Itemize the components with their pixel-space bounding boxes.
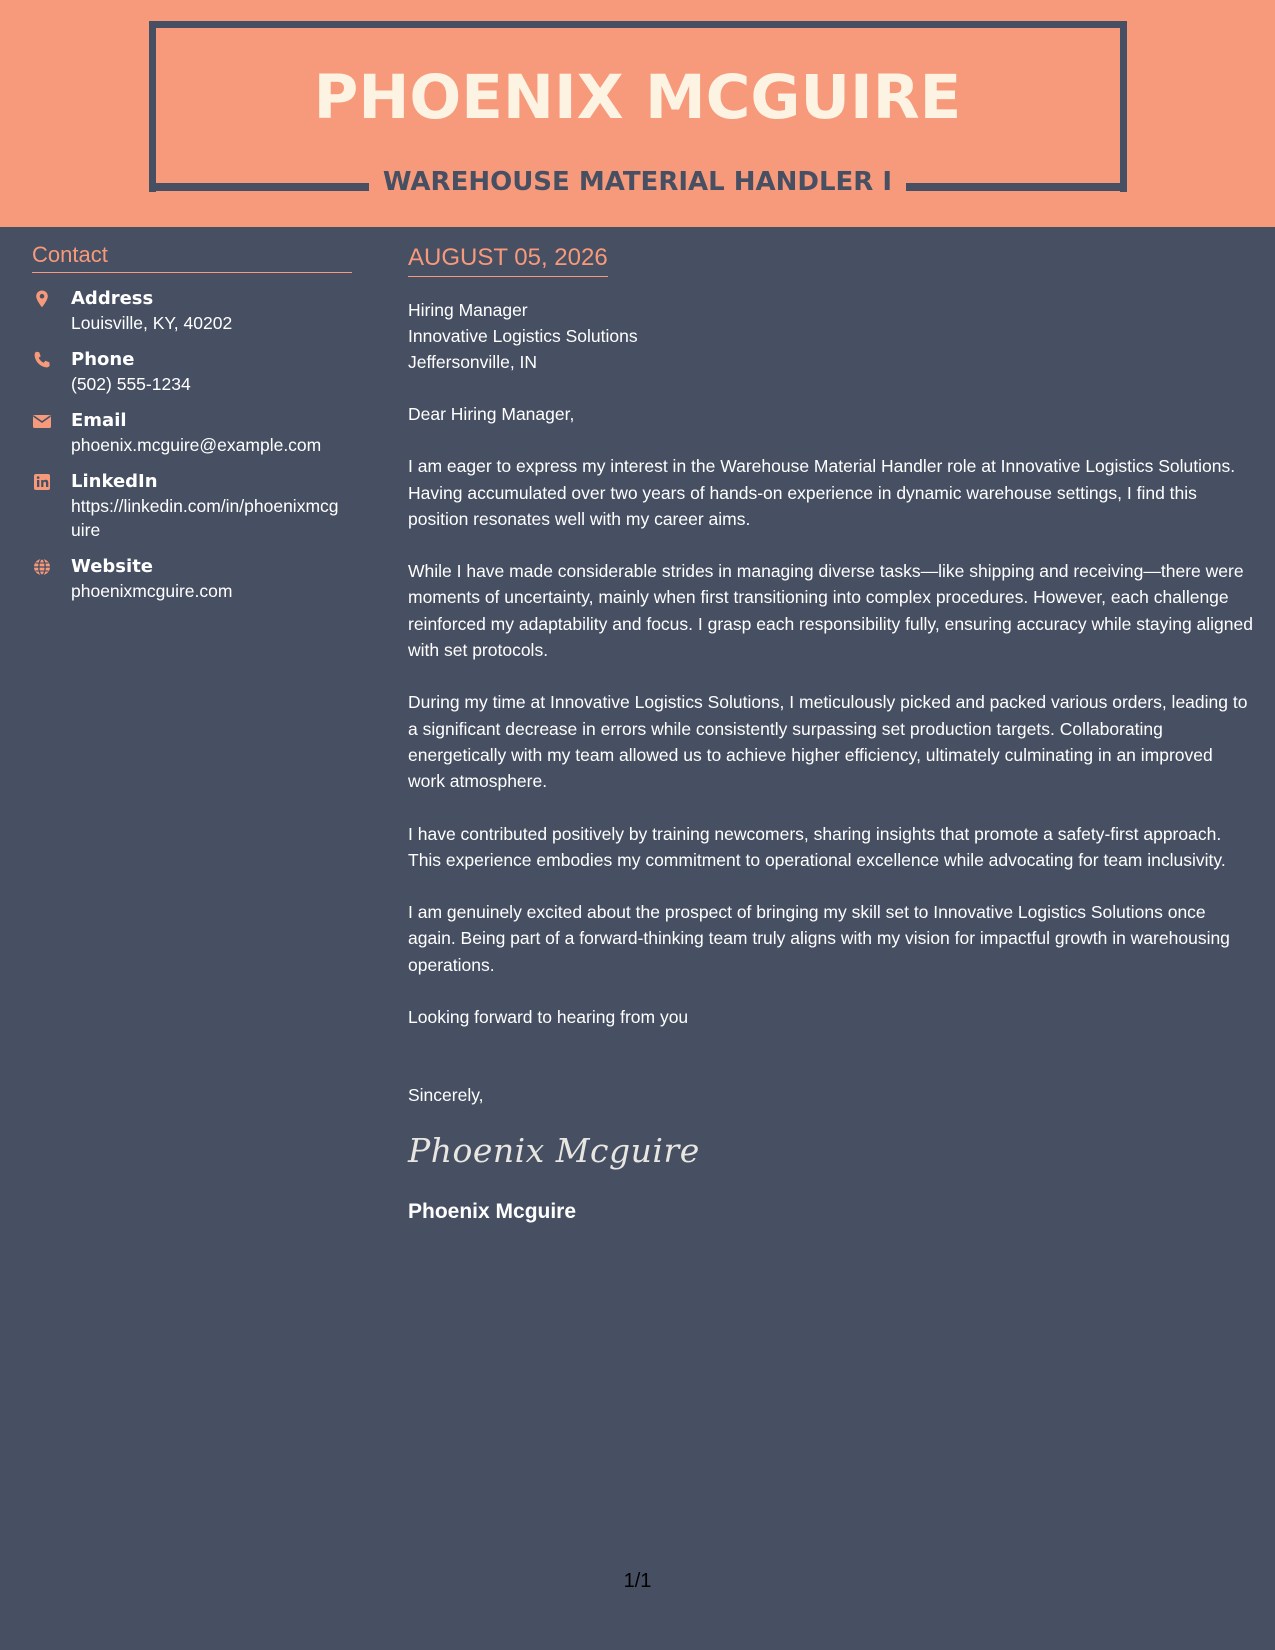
contact-website (32, 555, 352, 603)
contact-value: (502) 555-1234 (71, 374, 191, 394)
contact-label: Phone (71, 349, 135, 370)
closing-line: Looking forward to hearing from you (408, 1007, 689, 1028)
map-pin-icon (32, 289, 52, 309)
contact-value[interactable] (71, 433, 352, 457)
job-title: WAREHOUSE MATERIAL HANDLER I (382, 167, 893, 197)
signer-name: Phoenix Mcguire (408, 1199, 577, 1223)
contact-label: Website (71, 556, 154, 577)
website-link[interactable]: phoenixmcguire.com (71, 581, 233, 601)
recipient-location: Jeffersonville, IN (408, 352, 538, 372)
linkedin-link[interactable]: https://linkedin.com/in/phoenixmcguire (71, 496, 339, 540)
body-paragraph: While I have made considerable strides in managing diverse tasks—like shipping and receiving—there were moments of uncertainty, mainly when first transitioning into complex procedures. However, each challenge reinforced my adaptability and focus. I grasp each responsibility fully, ensuring accuracy while staying aligned with set protocols. (408, 561, 1253, 661)
contact-value[interactable] (71, 579, 352, 603)
handwritten-signature: Phoenix Mcguire (408, 1130, 700, 1170)
header-banner (0, 0, 1275, 227)
contact-label: LinkedIn (71, 471, 158, 492)
contact-label: Email (71, 410, 127, 431)
contact-linkedin (32, 470, 352, 542)
applicant-name: PHOENIX MCGUIRE (313, 62, 962, 133)
contact-sidebar (32, 242, 352, 616)
body-paragraph: I am eager to express my interest in the Warehouse Material Handler role at Innovative Logistics Solutions. Having accumulated over two years of hands-on experience in dynamic warehouse settings, I find this position resonates well with my career aims. (408, 456, 1236, 529)
recipient-block (408, 297, 1253, 375)
page-number: 1/1 (623, 1570, 652, 1592)
globe-icon (32, 557, 52, 577)
body-paragraph: I have contributed positively by training newcomers, sharing insights that promote a safety-first approach. This experience embodies my commitment to operational excellence while advocating for team inclusivity. (408, 823, 1226, 870)
letter-date: AUGUST 05, 2026 (408, 244, 608, 277)
phone-icon (32, 350, 52, 370)
body-paragraph: During my time at Innovative Logistics Solutions, I meticulously picked and packed various orders, leading to a significant decrease in errors while consistently surpassing set production targets. Collaborating energetically with my team allowed us to achieve higher efficiency, ultimately culminating in an improved work atmosphere. (408, 692, 1248, 792)
recipient-name: Hiring Manager (408, 300, 528, 320)
letter-body (408, 244, 1253, 1224)
contact-value[interactable] (71, 494, 341, 542)
email-link[interactable]: phoenix.mcguire@example.com (71, 435, 322, 455)
contact-address (32, 287, 352, 335)
signoff: Sincerely, (408, 1085, 484, 1106)
contact-label: Address (71, 288, 154, 309)
recipient-company: Innovative Logistics Solutions (408, 326, 638, 346)
contact-value: Louisville, KY, 40202 (71, 313, 233, 333)
salutation: Dear Hiring Manager, (408, 404, 575, 424)
contact-email (32, 409, 352, 457)
contact-phone (32, 348, 352, 396)
envelope-icon (32, 411, 52, 431)
contact-heading: Contact (32, 242, 352, 273)
body-paragraph: I am genuinely excited about the prospect of bringing my skill set to Innovative Logistics Solutions once again. Being part of a forward-thinking team truly aligns with my vision for impactful growth in warehousing operations. (408, 902, 1230, 975)
linkedin-icon (32, 472, 52, 492)
